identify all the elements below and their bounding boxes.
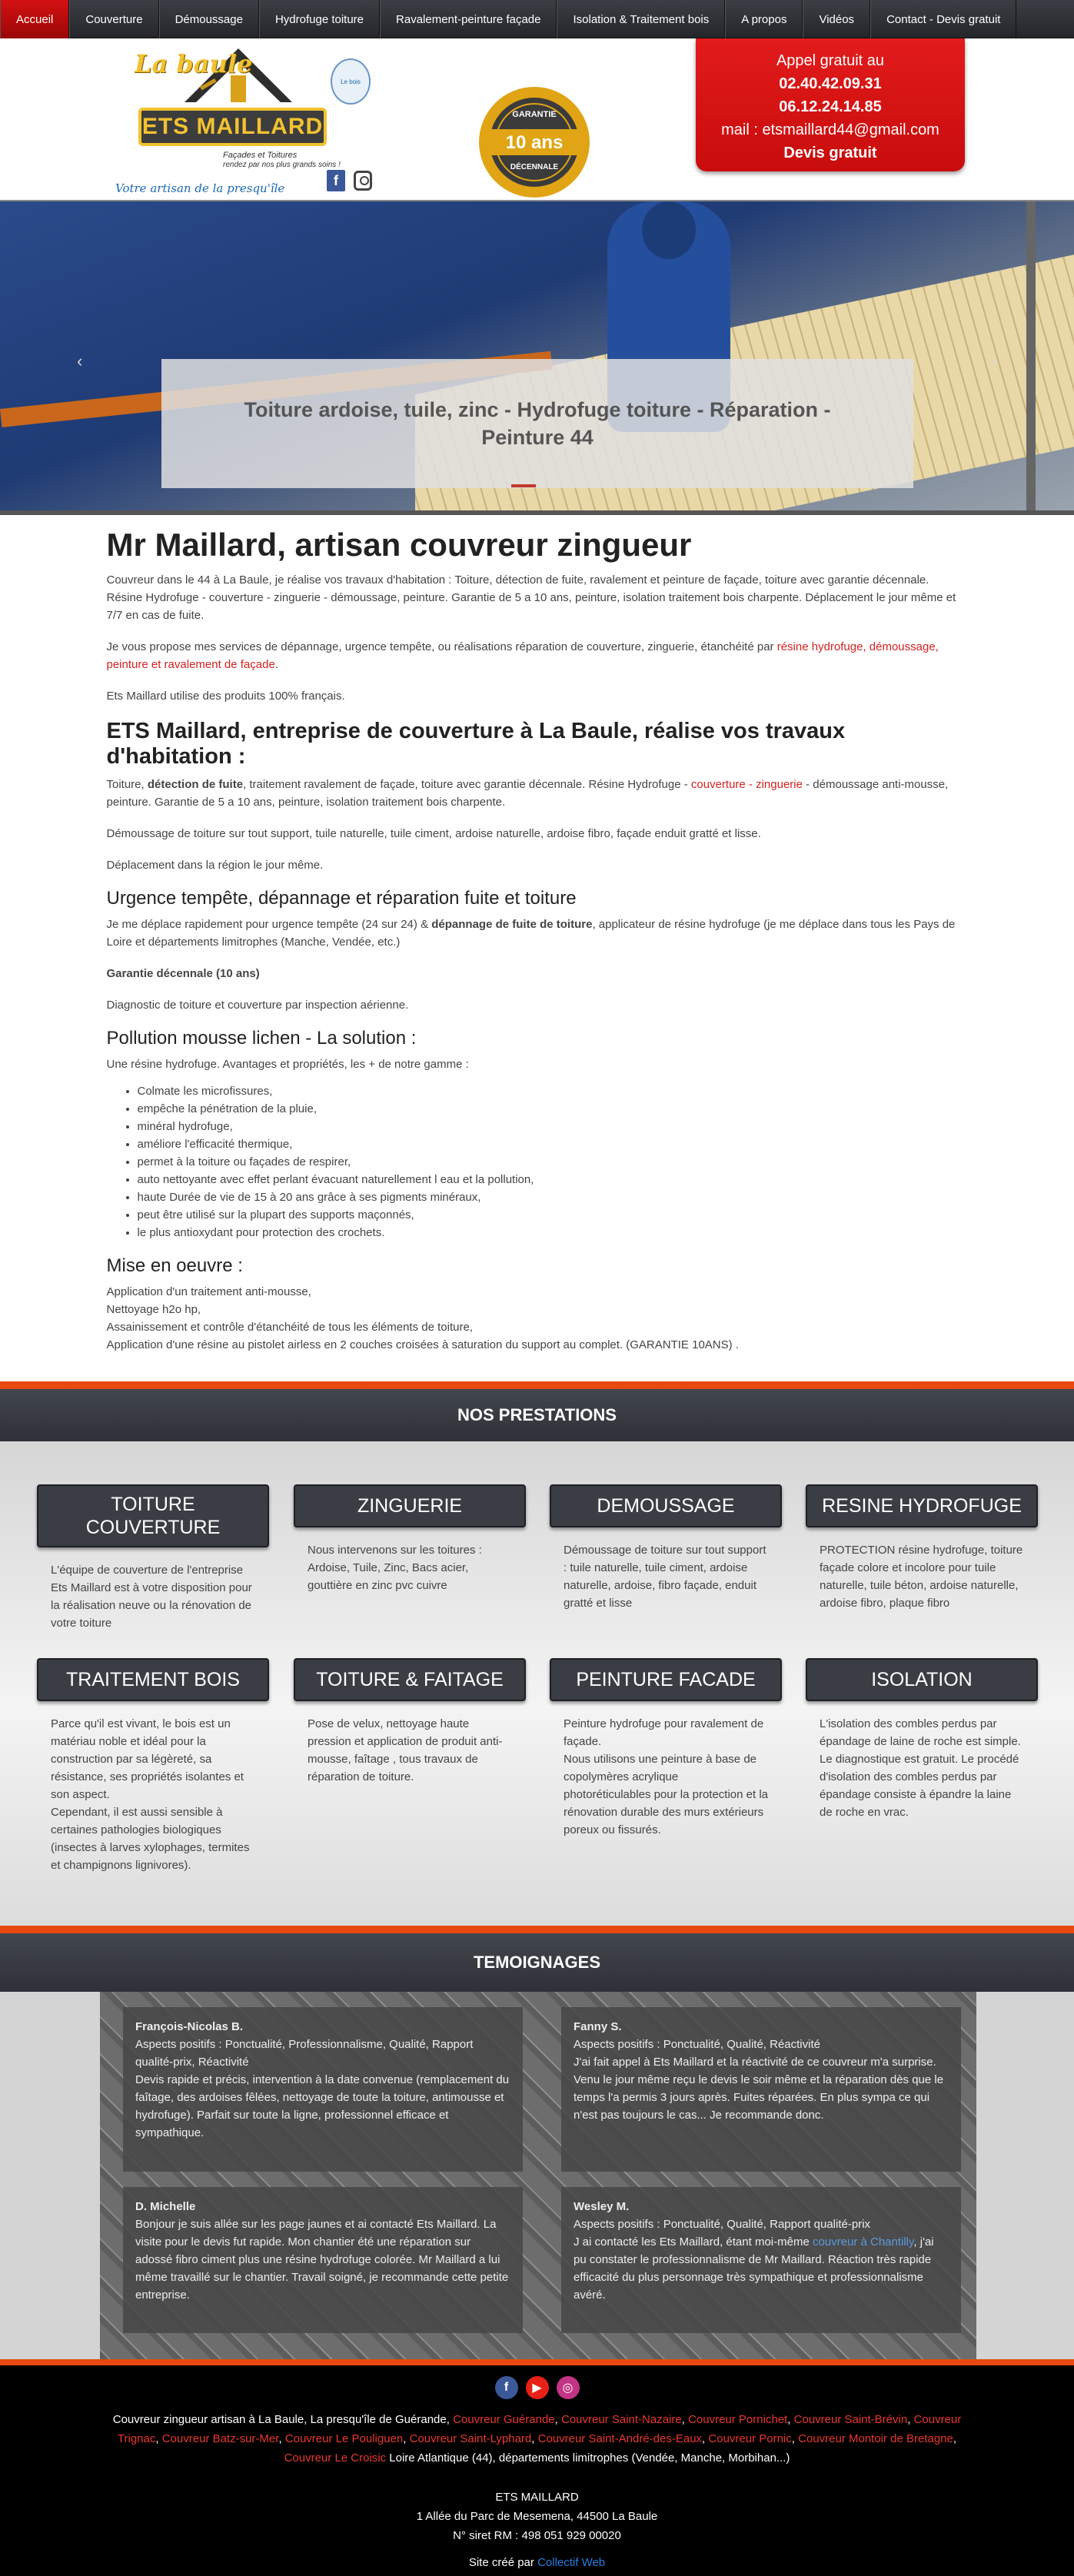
- separator: ,: [681, 2413, 689, 2426]
- slider-prev-icon[interactable]: ‹: [77, 351, 83, 371]
- service-title[interactable]: TRAITEMENT BOIS: [37, 1658, 269, 1701]
- service-description: PROTECTION résine hydrofuge, toiture façade colore et incolore pour tuile naturelle, tuile béton, ardoise naturelle, ardoise fibro, plaque fibro: [820, 1544, 1023, 1610]
- review-card: [561, 2187, 961, 2333]
- prestations-heading: NOS PRESTATIONS: [0, 1381, 1074, 1441]
- service-card[interactable]: [37, 1484, 269, 1632]
- company-heading: ETS Maillard, entreprise de couverture à La Baule, réalise vos travaux d'habitation :: [106, 719, 846, 769]
- implementation-step: Application d'un traitement anti-mousse,: [106, 1285, 311, 1298]
- hero-caption: Toiture ardoise, tuile, zinc - Hydrofuge toiture - Réparation - Peinture 44: [161, 359, 913, 488]
- diagnostic-paragraph: Diagnostic de toiture et couverture par inspection aérienne.: [106, 999, 409, 1012]
- emergency-text-c: , applicateur de résine hydrofuge (je me déplace dans tous les Pays de Loire et départements limitrophes (Manche, Vendée, etc.): [106, 918, 956, 949]
- service-title[interactable]: DEMOUSSAGE: [550, 1484, 782, 1527]
- badge-top-text: GARANTIE: [512, 110, 557, 119]
- works-text-d: - démoussage anti-mousse, peinture. Garantie de 5 a 10 ans, peinture, isolation traitement bois charpente.: [106, 778, 949, 809]
- nav-item[interactable]: Vidéos: [803, 0, 870, 38]
- badge-main-text: 10 ans: [505, 132, 564, 153]
- footer-city-link[interactable]: Couvreur Saint-Lyphard: [409, 2432, 532, 2445]
- list-item: • auto nettoyante avec effet perlant évacuant naturellement l eau et la pollution,: [138, 1171, 968, 1188]
- review-text: [574, 2215, 949, 2304]
- nav-item[interactable]: Accueil: [0, 0, 69, 38]
- footer-city-link[interactable]: Couvreur Batz-sur-Mer: [161, 2432, 279, 2445]
- company-logo[interactable]: [108, 43, 377, 197]
- hero-pole-image: [1026, 201, 1036, 515]
- separator: ,: [907, 2413, 914, 2426]
- warranty-paragraph: [107, 965, 968, 982]
- nav-item[interactable]: Hydrofuge toiture: [259, 0, 380, 38]
- list-item: • Colmate les microfissures,: [138, 1082, 968, 1100]
- french-products-paragraph: Ets Maillard utilise des produits 100% français.: [106, 690, 345, 703]
- footer-intro: Couvreur zingueur artisan à La Baule, La presqu'île de Guérande,: [112, 2413, 454, 2426]
- separator: ,: [155, 2432, 162, 2445]
- prestations-section: [0, 1441, 1074, 1933]
- nav-item[interactable]: Couverture: [69, 0, 158, 38]
- certification-seal-icon: Le bois: [331, 58, 371, 105]
- separator: ,: [702, 2432, 709, 2445]
- emergency-paragraph: [107, 916, 968, 951]
- call-box[interactable]: [696, 38, 965, 171]
- resin-intro: Une résine hydrofuge. Avantages et propriétés, les + de notre gamme :: [106, 1058, 469, 1071]
- service-title[interactable]: PEINTURE FACADE: [550, 1658, 782, 1701]
- services-link[interactable]: résine hydrofuge, démoussage, peinture et ravalement de façade: [106, 640, 939, 671]
- resin-benefits-list: [138, 1082, 968, 1241]
- service-title[interactable]: ISOLATION: [806, 1658, 1038, 1701]
- site-footer: [0, 2359, 1074, 2576]
- instagram-icon[interactable]: [354, 171, 372, 191]
- nav-item[interactable]: Démoussage: [159, 0, 259, 38]
- implementation-heading: Mise en oeuvre :: [106, 1255, 243, 1276]
- service-title[interactable]: TOITURE COUVERTURE: [37, 1484, 269, 1547]
- footer-city-link[interactable]: Couvreur Saint-Nazaire: [560, 2413, 682, 2426]
- service-card[interactable]: [294, 1484, 526, 1594]
- implementation-step: Nettoyage h2o hp,: [106, 1303, 201, 1316]
- works-text-c: , traitement ravalement de façade, toiture avec garantie décennale. Résine Hydrofuge -: [243, 778, 691, 791]
- service-description: Nous intervenons sur les toitures : Ardoise, Tuile, Zinc, Bacs acier, gouttière en zinc pvc cuivre: [308, 1544, 482, 1592]
- service-description: Peinture hydrofuge pour ravalement de façade. Nous utilisons une peinture à base de copolymères acrylique photoréticulables pour la protection et la rénovation durable des murs extérieurs poreux ou fissurés.: [564, 1717, 769, 1836]
- footer-outro: Loire Atlantique (44), départements limitrophes (Vendée, Manche, Morbihan...): [386, 2451, 790, 2465]
- service-card[interactable]: [806, 1658, 1038, 1821]
- hero-slider: [0, 200, 1074, 515]
- emergency-text-bold: dépannage de fuite de toiture: [431, 918, 593, 931]
- list-item: • le plus antioxydant pour protection des crochets.: [138, 1224, 968, 1241]
- service-description: L'isolation des combles perdus par épandage de laine de roche est simple. Le diagnostique est gratuit. Le procédé d'isolation des combles perdus par épandage consiste à épandre la laine de roche en vrac.: [820, 1717, 1021, 1819]
- footer-street: 1 Allée du Parc de Mesemena, 44500 La Baule: [416, 2510, 658, 2523]
- slider-indicator[interactable]: [511, 484, 536, 487]
- review-text-a: Aspects positifs : Ponctualité, Qualité, Rapport qualité-prix J ai contacté les Ets Maillard, étant moi-même: [574, 2218, 871, 2249]
- services-paragraph: [107, 638, 968, 673]
- testimonials-section: [0, 1992, 1074, 2359]
- separator: ,: [531, 2432, 538, 2445]
- service-description: Démoussage de toiture sur tout support : tuile naturelle, tuile ciment, ardoise naturelle, ardoise, fibro façade, enduit gratté et lisse: [564, 1544, 766, 1610]
- travel-paragraph: Déplacement dans la région le jour même.: [106, 859, 324, 872]
- works-text-a: Toiture,: [106, 778, 148, 791]
- youtube-icon[interactable]: ▶: [526, 2376, 549, 2399]
- footer-city-link[interactable]: Couvreur Le Croisic: [284, 2451, 387, 2465]
- service-card[interactable]: [806, 1484, 1038, 1612]
- review-card: [561, 2007, 961, 2172]
- review-author: Fanny S.: [574, 2020, 622, 2033]
- service-card[interactable]: [294, 1658, 526, 1786]
- free-quote-link[interactable]: Devis gratuit: [783, 145, 877, 161]
- services-end: .: [274, 658, 278, 671]
- footer-siret: N° siret RM : 498 051 929 00020: [453, 2529, 621, 2542]
- logo-tagline-2: rendez par nos plus grands soins !: [223, 161, 341, 169]
- separator: ,: [278, 2432, 285, 2445]
- implementation-steps: [107, 1283, 968, 1354]
- intro-paragraph: Couvreur dans le 44 à La Baule, je réalise vos travaux d'habitation : Toiture, détection de fuite, ravalement et peinture de façade, toiture avec garantie décennale. Résine Hydrofuge - couverture - zinguerie - démoussage, peinture. Garantie de 5 a 10 ans, peinture, isolation traitement bois charpente. Déplacement le jour même et 7/7 en cas de fuite.: [106, 573, 956, 622]
- nav-item[interactable]: A propos: [725, 0, 803, 38]
- pollution-heading: Pollution mousse lichen - La solution :: [106, 1028, 417, 1049]
- review-author: D. Michelle: [135, 2200, 196, 2213]
- service-description: L'équipe de couverture de l'entreprise Ets Maillard est à votre disposition pour la réalisation neuve ou la rénovation de votre toiture: [51, 1564, 252, 1630]
- review-text: Aspects positifs : Ponctualité, Qualité, Réactivité J'ai fait appel à Ets Maillard et la réactivité de ce couvreur m'a surprise. Venu le jour même reçu le devis le soir même et la réparation dès que le temps l'a permis 3 jours après. Fuites réparées. En plus sympa ce qui n'est pas toujours le cas... Je recommande donc.: [574, 2038, 944, 2122]
- review-text-b: , j'ai pu constater le professionnalisme de Mr Maillard. Réaction très rapide efficacité du plus personnage très sympathique et professionnalisme avéré.: [574, 2235, 934, 2302]
- warranty-text: Garantie décennale (10 ans): [106, 967, 260, 980]
- review-card: [123, 2187, 523, 2333]
- slider-next-icon[interactable]: ›: [992, 351, 998, 371]
- credit-link[interactable]: Collectif Web: [537, 2556, 606, 2569]
- list-item: • haute Durée de vie de 15 à 20 ans grâce à ses pigments minéraux,: [138, 1188, 968, 1206]
- service-title[interactable]: TOITURE & FAITAGE: [294, 1658, 526, 1701]
- service-card[interactable]: [37, 1658, 269, 1874]
- service-description: Parce qu'il est vivant, le bois est un matériau noble et idéal pour la construction par sa légèreté, sa résistance, ses propriétés isolantes et son aspect. Cependant, il est aussi sensible à certaines pathologies biologiques (insectes à larves xylophages, termites et champignons lignivores).: [51, 1717, 250, 1872]
- hero-worker-head: [642, 201, 696, 259]
- footer-city-link[interactable]: Couvreur Saint-André-des-Eaux: [537, 2432, 703, 2445]
- phone-1[interactable]: 02.40.42.09.31: [779, 75, 882, 92]
- footer-city-link[interactable]: Couvreur Guérande: [453, 2413, 555, 2426]
- separator: ,: [403, 2432, 410, 2445]
- credit-text: Site créé par: [468, 2556, 538, 2569]
- footer-address: [0, 2488, 1074, 2545]
- footer-city-link[interactable]: Couvreur Montoir de Bretagne: [798, 2432, 953, 2445]
- works-link[interactable]: couverture - zinguerie: [690, 778, 803, 791]
- site-header: [0, 38, 1074, 200]
- facebook-icon[interactable]: f: [495, 2376, 518, 2399]
- logo-tagline-1: Façades et Toitures: [223, 151, 298, 160]
- nav-item[interactable]: Contact - Devis gratuit: [870, 0, 1016, 38]
- list-item: • améliore l'efficacité thermique,: [138, 1135, 968, 1153]
- social-links: [0, 2365, 1074, 2399]
- main-nav: [0, 0, 1074, 38]
- review-author: François-Nicolas B.: [135, 2020, 244, 2033]
- review-card: [123, 2007, 523, 2172]
- works-paragraph: [107, 776, 968, 811]
- works-text-bold: détection de fuite: [147, 778, 244, 791]
- review-text: Bonjour je suis allée sur les page jaunes et ai contacté Ets Maillard. La visite pour le devis fut rapide. Mon chantier été une réparation sur adossé fibro ciment plus une résine hydrofuge colorée. Mr Maillard a lui même travaillé sur le chantier. Travail soigné, je recommande cette petite entreprise.: [135, 2218, 509, 2302]
- separator: ,: [787, 2413, 794, 2426]
- footer-city-link[interactable]: Couvreur Le Pouliguen: [284, 2432, 404, 2445]
- footer-city-link[interactable]: Couvreur Pornic: [708, 2432, 792, 2445]
- review-link[interactable]: couvreur à Chantilly: [812, 2235, 914, 2249]
- emergency-heading: Urgence tempête, dépannage et réparation fuite et toiture: [106, 888, 577, 909]
- implementation-step: Assainissement et contrôle d'étanchéité de tous les éléments de toiture,: [106, 1321, 473, 1334]
- footer-city-link[interactable]: Couvreur Pornichet: [688, 2413, 788, 2426]
- footer-locations: [95, 2410, 979, 2468]
- nav-item[interactable]: Ravalement-peinture façade: [380, 0, 557, 38]
- nav-item[interactable]: Isolation & Traitement bois: [557, 0, 725, 38]
- phone-2[interactable]: 06.12.24.14.85: [779, 98, 882, 115]
- main-content: [107, 515, 968, 1354]
- service-title[interactable]: ZINGUERIE: [294, 1484, 526, 1527]
- warranty-badge: [477, 85, 600, 208]
- logo-plate: ETS MAILLARD: [138, 108, 327, 146]
- footer-city-link[interactable]: Couvreur Saint-Brévin: [793, 2413, 908, 2426]
- implementation-step: Application d'une résine au pistolet airless en 2 couches croisées à saturation du support au complet. (GARANTIE 10ANS) .: [106, 1338, 739, 1351]
- facebook-icon[interactable]: f: [327, 170, 345, 191]
- email-link[interactable]: mail : etsmaillard44@gmail.com: [721, 121, 939, 138]
- page-title: Mr Maillard, artisan couvreur zingueur: [106, 527, 692, 563]
- service-title[interactable]: RESINE HYDROFUGE: [806, 1484, 1038, 1527]
- logo-slogan: Votre artisan de la presqu'île: [115, 181, 285, 195]
- footer-company: ETS MAILLARD: [495, 2491, 579, 2504]
- service-description: Pose de velux, nettoyage haute pression et application de produit anti-mousse, faîtage , tous travaux de réparation de toiture.: [308, 1717, 503, 1783]
- service-card[interactable]: [550, 1484, 782, 1612]
- separator: ,: [953, 2432, 957, 2445]
- separator: ,: [554, 2413, 561, 2426]
- separator: ,: [791, 2432, 799, 2445]
- badge-bottom-text: DÉCENNALE: [510, 163, 559, 171]
- instagram-icon[interactable]: ◎: [557, 2376, 580, 2399]
- list-item: • minéral hydrofuge,: [138, 1118, 968, 1135]
- logo-brand-text: La baule: [135, 49, 253, 78]
- review-text: Aspects positifs : Ponctualité, Professionnalisme, Qualité, Rapport qualité-prix, Réactivité Devis rapide et précis, intervention à la date convenue (remplacement du faîtage, des ardoises fêlées, nettoyage de toute la toiture, antimousse et hydrofuge). Parfait sur toute la ligne, professionnel efficace et sympathique.: [135, 2038, 510, 2139]
- review-author: Wesley M.: [574, 2200, 630, 2213]
- call-label: Appel gratuit au: [776, 52, 885, 69]
- services-text: Je vous propose mes services de dépannage, urgence tempête, ou réalisations réparation de couverture, zinguerie, étanchéité par: [106, 640, 777, 653]
- emergency-text-a: Je me déplace rapidement pour urgence tempête (24 sur 24) &: [106, 918, 432, 931]
- footer-city-link[interactable]: Couvreur Trignac: [117, 2413, 962, 2445]
- list-item: • empêche la pénétration de la pluie,: [138, 1100, 968, 1118]
- service-card[interactable]: [550, 1658, 782, 1839]
- list-item: • permet à la toiture ou façades de respirer,: [138, 1153, 968, 1171]
- testimonials-heading: TEMOIGNAGES: [0, 1933, 1074, 1992]
- footer-credit: [0, 2556, 1074, 2569]
- list-item: • peut être utilisé sur la plupart des supports maçonnés,: [138, 1206, 968, 1224]
- demoussage-paragraph: Démoussage de toiture sur tout support, tuile naturelle, tuile ciment, ardoise naturelle, ardoise fibro, façade enduit gratté et lisse.: [106, 827, 761, 840]
